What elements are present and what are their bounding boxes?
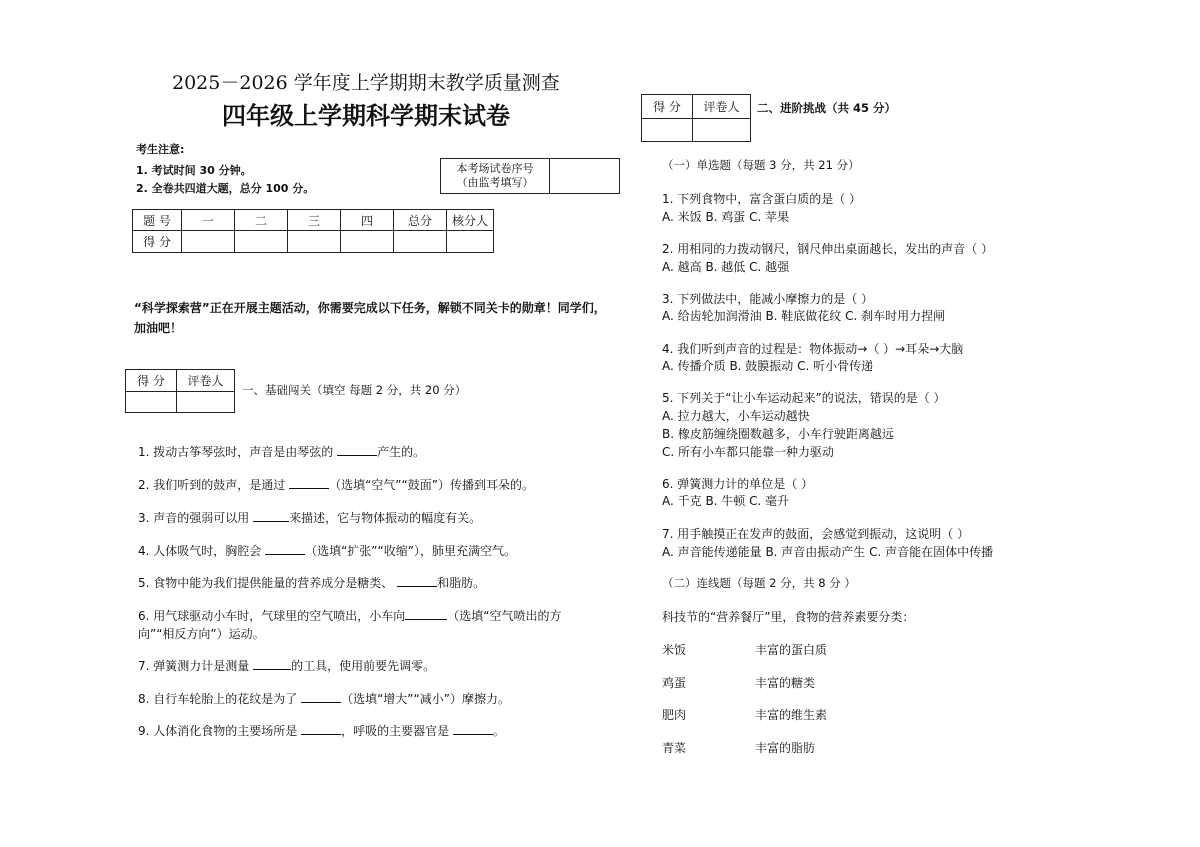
score-header-label: 题 号 bbox=[133, 210, 182, 231]
mc-question-6: 6. 弹簧测力计的单位是（ ） bbox=[662, 477, 814, 491]
fill-question-6-continued: 向”“相反方向”）运动。 bbox=[138, 627, 265, 641]
answer-blank[interactable] bbox=[301, 690, 341, 703]
notice-heading: 考生注意: bbox=[136, 143, 185, 156]
section2-score-label: 得 分 bbox=[642, 95, 693, 119]
match-right-1[interactable]: 丰富的蛋白质 bbox=[755, 643, 828, 657]
section1-score-label: 得 分 bbox=[126, 370, 177, 392]
answer-blank[interactable] bbox=[397, 574, 437, 587]
score-header-1: 一 bbox=[182, 210, 235, 231]
match-left-2[interactable]: 鸡蛋 bbox=[662, 676, 687, 690]
score-header-total: 总分 bbox=[394, 210, 447, 231]
serial-number-box bbox=[440, 158, 620, 194]
mc-option-5c[interactable]: C. 所有小车都只能靠一种力驱动 bbox=[662, 445, 835, 459]
mc-options-6[interactable]: A. 千克 B. 牛顿 C. 毫升 bbox=[662, 494, 790, 508]
mc-question-1: 1. 下列食物中，富含蛋白质的是（ ） bbox=[662, 192, 862, 206]
mc-options-1[interactable]: A. 米饭 B. 鸡蛋 C. 苹果 bbox=[662, 210, 790, 224]
mc-question-7: 7. 用手触摸正在发声的鼓面，会感觉到振动，这说明（ ） bbox=[662, 527, 970, 541]
mc-options-2[interactable]: A. 越高 B. 越低 C. 越强 bbox=[662, 260, 790, 274]
score-cell-3[interactable] bbox=[288, 231, 341, 253]
match-right-3[interactable]: 丰富的维生素 bbox=[755, 708, 828, 722]
fill-question-5: 5. 食物中能为我们提供能量的营养成分是糖类、 和脂肪。 bbox=[138, 576, 486, 590]
section2-grader-box bbox=[641, 94, 751, 142]
notice-item-2: 2. 全卷共四道大题，总分 100 分。 bbox=[136, 182, 315, 195]
section1-grader-label: 评卷人 bbox=[177, 370, 235, 392]
intro-text: “科学探索营”正在开展主题活动，你需要完成以下任务，解锁不同关卡的勋章！同学们，加油吧！ bbox=[134, 301, 606, 335]
fill-question-8: 8. 自行车轮胎上的花纹是为了 （选填“增大”“减小”）摩擦力。 bbox=[138, 692, 510, 706]
answer-blank[interactable] bbox=[253, 657, 291, 670]
score-header-2: 二 bbox=[235, 210, 288, 231]
section2-grader-label: 评卷人 bbox=[693, 95, 751, 119]
match-left-1[interactable]: 米饭 bbox=[662, 643, 687, 657]
match-right-2[interactable]: 丰富的糖类 bbox=[755, 676, 816, 690]
score-header-3: 三 bbox=[288, 210, 341, 231]
fill-question-1: 1. 拨动古筝琴弦时，声音是由琴弦的 产生的。 bbox=[138, 445, 426, 459]
answer-blank[interactable] bbox=[265, 542, 305, 555]
fill-question-3: 3. 声音的强弱可以用 来描述，它与物体振动的幅度有关。 bbox=[138, 511, 482, 525]
matching-intro: 科技节的“营养餐厅”里，食物的营养素要分类： bbox=[662, 610, 915, 624]
answer-blank[interactable] bbox=[405, 607, 447, 620]
exam-year-line: 2025－2026 学年度上学期期末教学质量测查 bbox=[172, 72, 560, 94]
exam-title: 四年级上学期科学期末试卷 bbox=[222, 101, 510, 130]
mc-option-5a[interactable]: A. 拉力越大，小车运动越快 bbox=[662, 409, 810, 423]
score-header-4: 四 bbox=[341, 210, 394, 231]
match-right-4[interactable]: 丰富的脂肪 bbox=[755, 741, 816, 755]
section1-grader-cell[interactable] bbox=[177, 392, 235, 413]
score-cell-checker[interactable] bbox=[447, 231, 494, 253]
matching-part-title: （二）连线题（每题 2 分，共 8 分 ） bbox=[662, 576, 856, 590]
mc-part-title: （一）单选题（每题 3 分，共 21 分） bbox=[662, 158, 860, 172]
fill-question-6: 6. 用气球驱动小车时，气球里的空气喷出，小车向 （选填“空气喷出的方 bbox=[138, 609, 562, 623]
score-cell-2[interactable] bbox=[235, 231, 288, 253]
fill-question-2: 2. 我们听到的鼓声，是通过 （选填“空气”“鼓面”）传播到耳朵的。 bbox=[138, 478, 534, 492]
section1-score-cell[interactable] bbox=[126, 392, 177, 413]
section1-title: 一、基础闯关（填空 每题 2 分，共 20 分） bbox=[242, 383, 467, 397]
mc-options-3[interactable]: A. 给齿轮加润滑油 B. 鞋底做花纹 C. 刹车时用力捏闸 bbox=[662, 309, 946, 323]
section2-title: 二、进阶挑战（共 45 分） bbox=[757, 101, 897, 115]
score-table bbox=[132, 209, 494, 253]
score-cell-4[interactable] bbox=[341, 231, 394, 253]
mc-option-5b[interactable]: B. 橡皮筋缠绕圈数越多，小车行驶距离越远 bbox=[662, 427, 894, 441]
score-row-label: 得 分 bbox=[133, 231, 182, 253]
answer-blank[interactable] bbox=[289, 476, 329, 489]
match-left-4[interactable]: 青菜 bbox=[662, 741, 687, 755]
section1-grader-box bbox=[125, 369, 235, 413]
serial-number-field[interactable] bbox=[550, 159, 620, 194]
mc-question-4: 4. 我们听到声音的过程是：物体振动→（ ）→耳朵→大脑 bbox=[662, 342, 964, 356]
serial-number-label: 本考场试卷序号 （由监考填写） bbox=[441, 159, 550, 194]
answer-blank[interactable] bbox=[453, 722, 493, 735]
answer-blank[interactable] bbox=[301, 722, 341, 735]
mc-question-5: 5. 下列关于“让小车运动起来”的说法，错误的是（ ） bbox=[662, 391, 946, 405]
score-cell-1[interactable] bbox=[182, 231, 235, 253]
notice-item-1: 1. 考试时间 30 分钟。 bbox=[136, 164, 252, 177]
section2-grader-cell[interactable] bbox=[693, 119, 751, 142]
match-left-3[interactable]: 肥肉 bbox=[662, 708, 687, 722]
fill-question-7: 7. 弹簧测力计是测量 的工具，使用前要先调零。 bbox=[138, 659, 436, 673]
score-header-checker: 核分人 bbox=[447, 210, 494, 231]
fill-question-4: 4. 人体吸气时，胸腔会 （选填“扩张”“收缩”），肺里充满空气。 bbox=[138, 544, 516, 558]
mc-options-4[interactable]: A. 传播介质 B. 鼓膜振动 C. 听小骨传递 bbox=[662, 359, 874, 373]
section2-score-cell[interactable] bbox=[642, 119, 693, 142]
answer-blank[interactable] bbox=[253, 509, 289, 522]
mc-question-2: 2. 用相同的力拨动钢尺，钢尺伸出桌面越长，发出的声音（ ） bbox=[662, 242, 994, 256]
answer-blank[interactable] bbox=[337, 443, 377, 456]
mc-options-7[interactable]: A. 声音能传递能量 B. 声音由振动产生 C. 声音能在固体中传播 bbox=[662, 545, 994, 559]
score-cell-total[interactable] bbox=[394, 231, 447, 253]
fill-question-9: 9. 人体消化食物的主要场所是 ，呼吸的主要器官是 。 bbox=[138, 724, 505, 738]
mc-question-3: 3. 下列做法中，能减小摩擦力的是（ ） bbox=[662, 292, 874, 306]
